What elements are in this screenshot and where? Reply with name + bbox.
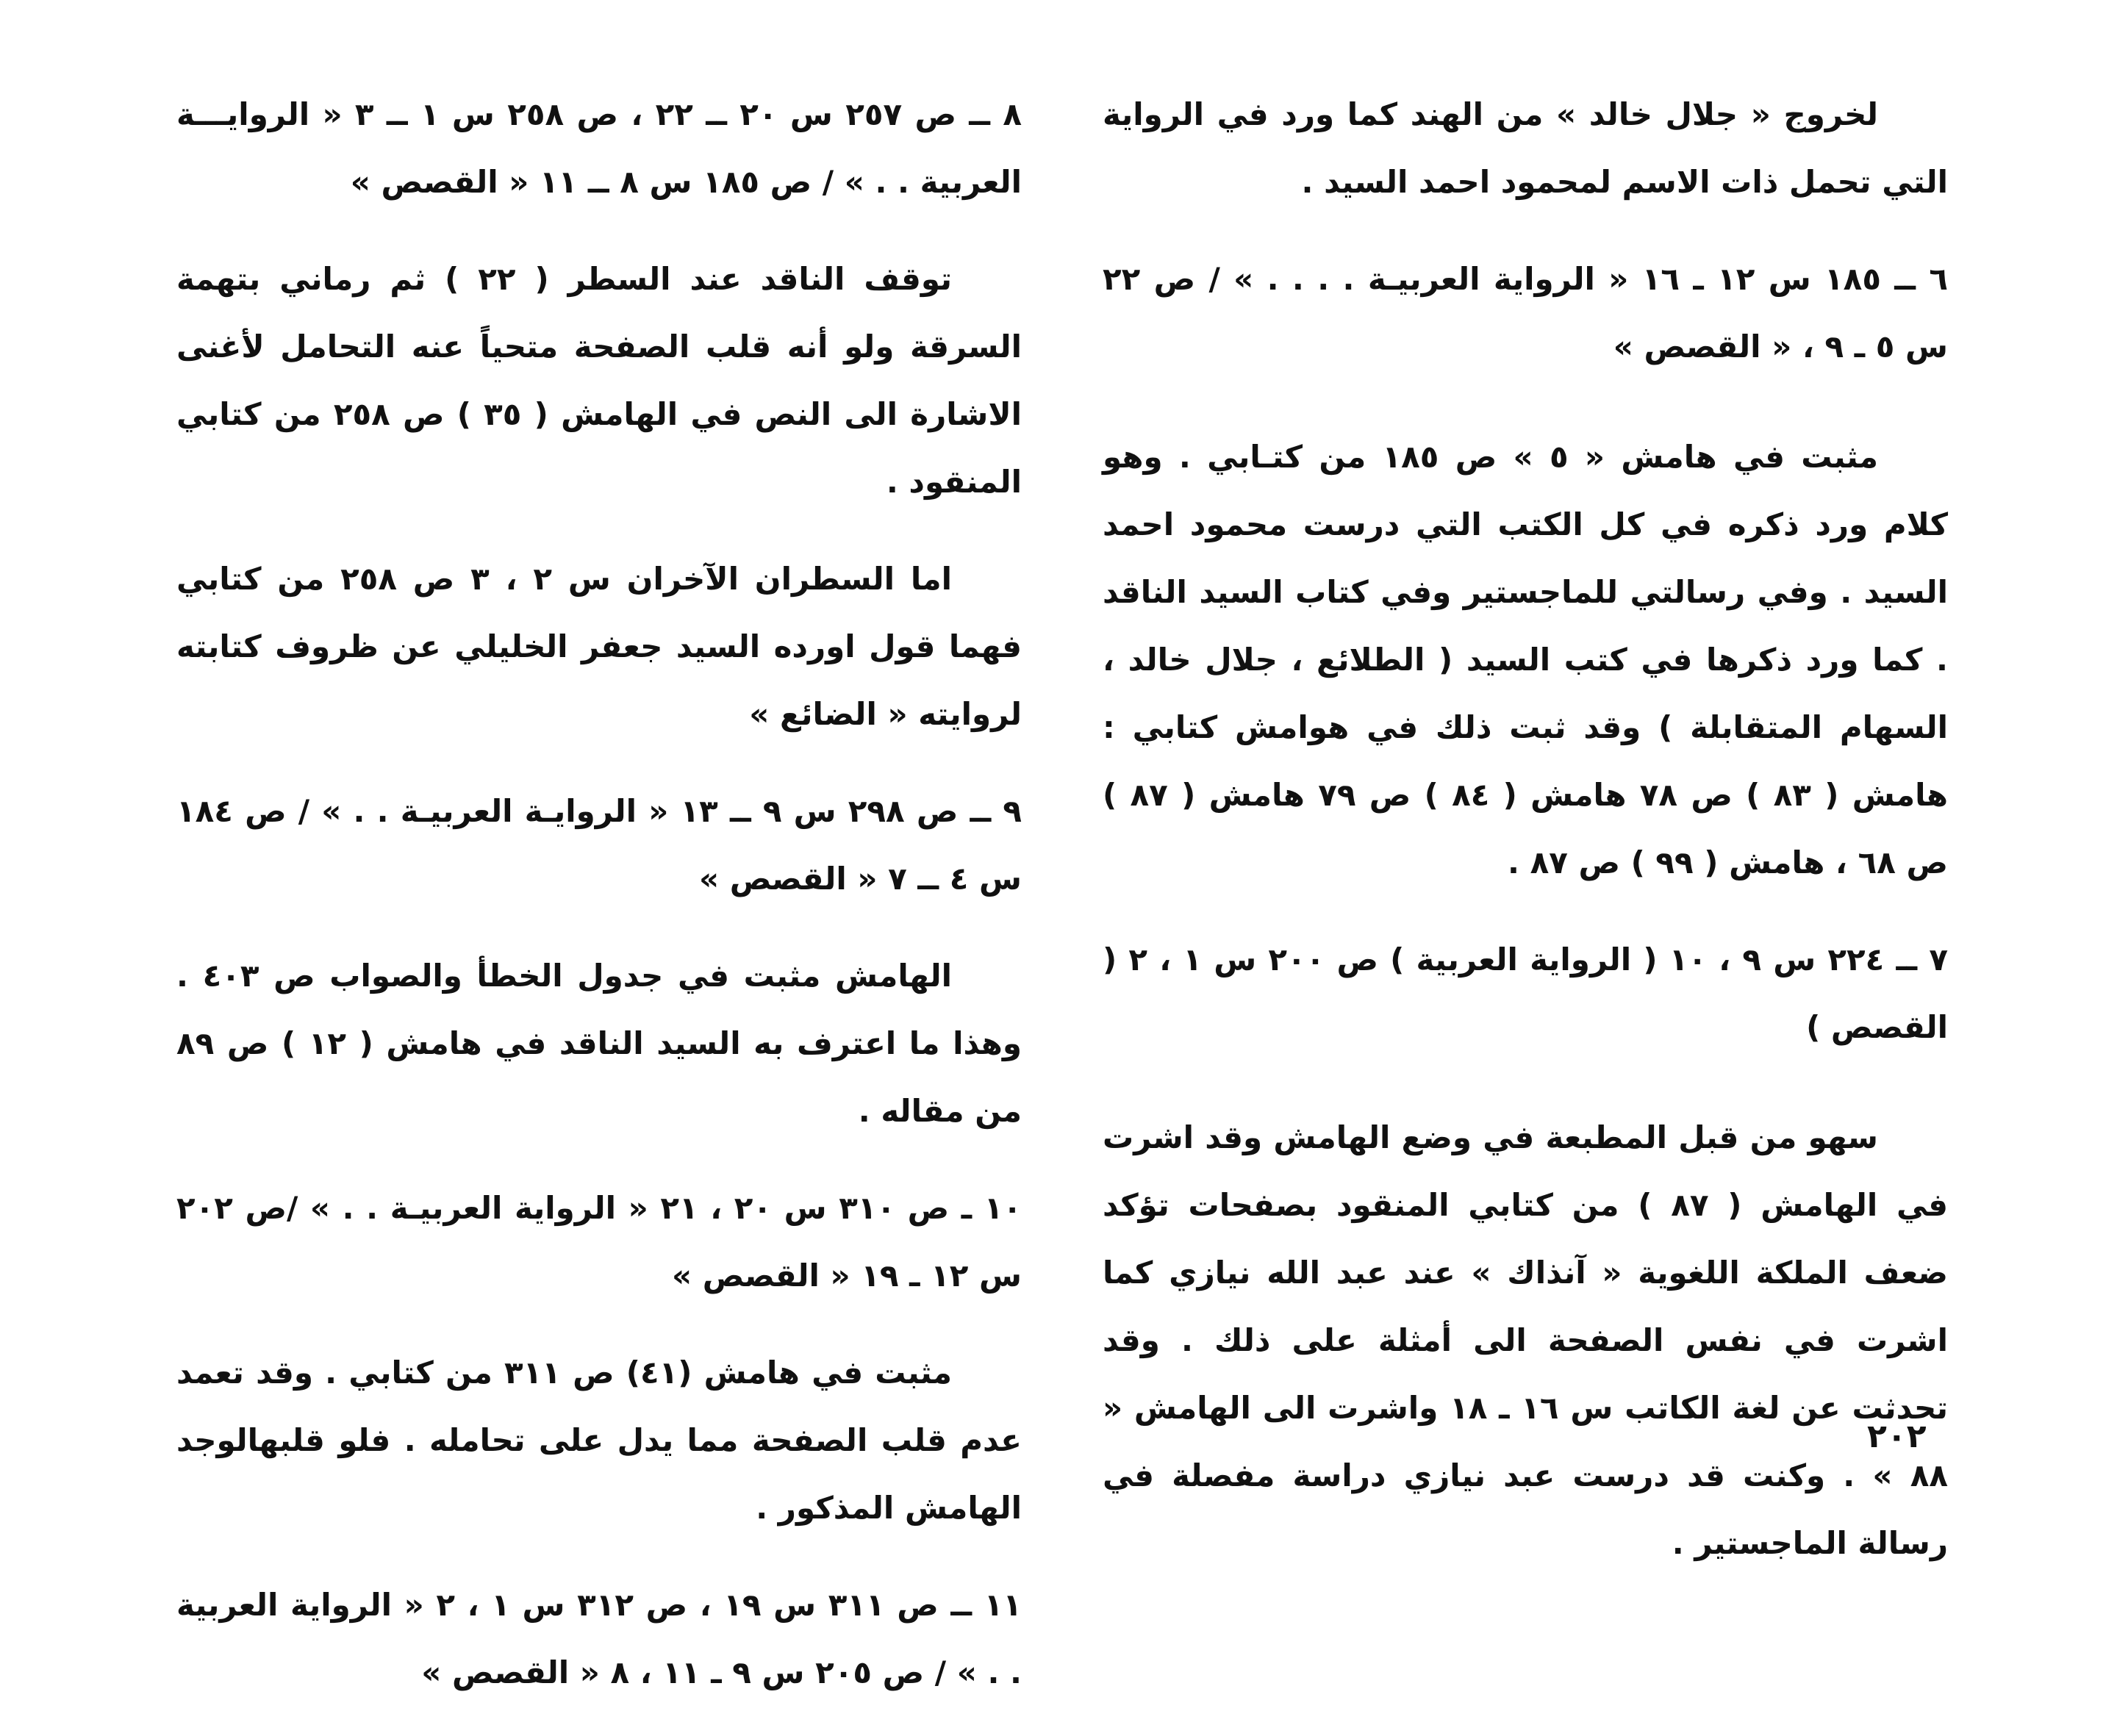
- paragraph-l2: توقف الناقد عند السطر ( ٢٢ ) ثم رماني بتهمة السرقة ولو أنه قلب الصفحة متحياً عنه التحامل لأغنى الاشارة الى النص في الهامش ( ٣٥ ) ص ٢٥٨ من كتابي المنقود .: [176, 261, 1022, 500]
- left-column: [176, 81, 1022, 1736]
- paragraph-l7: مثبت في هامش (٤١) ص ٣١١ من كتابي . وقد تعمد عدم قلب الصفحة مما يدل على تحامله . فلو قلبهالوجد الهامش المذكور .: [176, 1355, 1022, 1526]
- footnote-reference-9: ٩ ــ ص ٢٩٨ س ٩ ــ ١٣ « الروايـة العربيـة . . » / ص ١٨٤ س ٤ ــ ٧ « القصص »: [176, 793, 1022, 897]
- paragraph-r5: سهو من قبل المطبعة في وضع الهامش وقد اشرت في الهامش ( ٨٧ ) من كتابي المنقود بصفحات تؤكد ضعف الملكة اللغوية « آنذاك » عند عبد الله نيازي كما اشرت في نفس الصفحة الى أمثلة على ذلك . وقد تحدثت عن لغة الكاتب س ١٦ ـ ١٨ واشرت الى الهامش « ٨٨ » . وكنت قد درست عبد نيازي دراسة مفصلة في رسالة الماجستير .: [1103, 1119, 1948, 1561]
- footnote-reference-11: ١١ ــ ص ٣١١ س ١٩ ، ص ٣١٢ س ١ ، ٢ « الرواية العربية . . » / ص ٢٠٥ س ٩ ـ ١١ ، ٨ « القصص »: [176, 1587, 1022, 1690]
- right-column: [1103, 81, 1948, 1620]
- footnote-reference-7: ٧ ــ ٢٢٤ س ٩ ، ١٠ ( الرواية العربية ) ص ٢٠٠ س ١ ، ٢ ( القصص ): [1103, 941, 1948, 1045]
- footnote-reference-8: ٨ ــ ص ٢٥٧ س ٢٠ ــ ٢٢ ، ص ٢٥٨ س ١ ــ ٣ « الروايـــة العربية . . » / ص ١٨٥ س ٨ ــ ١١ « القصص »: [176, 96, 1022, 200]
- paragraph-r1: لخروج « جلال خالد » من الهند كما ورد في الرواية التي تحمل ذات الاسم لمحمود احمد السيد .: [1103, 96, 1948, 200]
- paragraph-l3: اما السطران الآخران س ٢ ، ٣ ص ٢٥٨ من كتابي فهما قول اورده السيد جعفر الخليلي عن ظروف كتابته لروايته « الضائع »: [176, 561, 1022, 732]
- footnote-reference-6: ٦ ــ ١٨٥ س ١٢ ـ ١٦ « الرواية العربيـة . . . . » / ص ٢٢ س ٥ ـ ٩ ، « القصص »: [1103, 261, 1948, 365]
- page-number: ٢٠٢: [1867, 1418, 1927, 1455]
- paragraph-r3: مثبت في هامش « ٥ » ص ١٨٥ من كتـابي . وهو كلام ورد ذكره في كل الكتب التي درست محمود احمد السيد . وفي رسالتي للماجستير وفي كتاب السيد الناقد . كما ورد ذكرها في كتب السيد ( الطلائع ، جلال خالد ، السهام المتقابلة ) وقد ثبت ذلك في هوامش كتابي : هامش ( ٨٣ ) ص ٧٨ هامش ( ٨٤ ) ص ٧٩ هامش ( ٨٧ ) ص ٦٨ ، هامش ( ٩٩ ) ص ٨٧ .: [1103, 439, 1949, 880]
- paragraph-l5: الهامش مثبت في جدول الخطأ والصواب ص ٤٠٣ . وهذا ما اعترف به السيد الناقد في هامش ( ١٢ ) ص ٨٩ من مقاله .: [176, 958, 1022, 1129]
- footnote-reference-10: ١٠ ـ ص ٣١٠ س ٢٠ ، ٢١ « الرواية العربيـة . . » /ص ٢٠٢ س ١٢ ـ ١٩ « القصص »: [176, 1190, 1022, 1294]
